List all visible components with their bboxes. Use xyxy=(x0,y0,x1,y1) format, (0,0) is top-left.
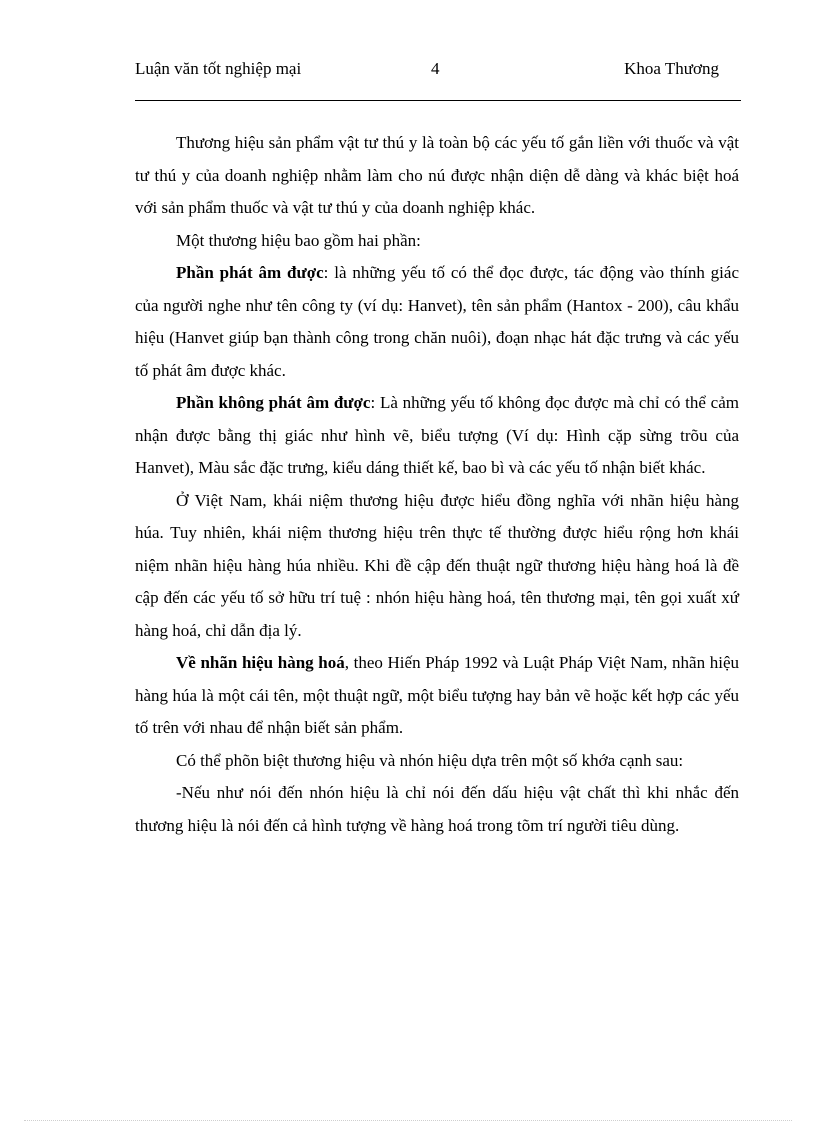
paragraph-non-pronounceable-part xyxy=(135,387,739,485)
term-pronounceable-part: Phần phát âm được xyxy=(176,263,324,282)
term-non-pronounceable-part: Phần không phát âm được xyxy=(176,393,371,412)
paragraph-distinction-point: -Nếu như nói đến nhón hiệu là chỉ nói đến dấu hiệu vật chất thì khi nhắc đến thương hiệu là nói đến cả hình tượng về hàng hoá trong tõm trí người tiêu dùng. xyxy=(135,783,739,835)
page-body xyxy=(135,127,739,842)
header-page-number: 4 xyxy=(431,59,440,78)
paragraph-trademark xyxy=(135,647,739,745)
page-bottom-rule xyxy=(24,1120,792,1121)
paragraph-pronounceable-part xyxy=(135,257,739,387)
paragraph-distinction-intro: Có thể phõn biệt thương hiệu và nhón hiệu dựa trên một số khớa cạnh sau: xyxy=(176,750,684,770)
paragraph-brand-parts-intro: Một thương hiệu bao gồm hai phần: xyxy=(176,230,421,250)
text-pronounceable-part: : là những yếu tố có thể đọc được, tác động vào thính giác của người nghe như tên công ty (ví dụ: Hanvet), tên sản phẩm (Hantox - 200), câu khẩu hiệu (Hanvet giúp bạn thành công trong chăn nuôi), đoạn nhạc hát đặc trưng và các yếu tố phát âm được khác. xyxy=(135,263,740,380)
paragraph-vietnam-concept: Ở Việt Nam, khái niệm thương hiệu được hiểu đồng nghĩa với nhãn hiệu hàng húa. Tuy nhiên, khái niệm thương hiệu trên thực tế thường được hiểu rộng hơn khái niệm nhãn hiệu hàng húa nhiều. Khi đề cập đến thuật ngữ thương hiệu hàng hoá là đề cập đến các yếu tố sở hữu trí tuệ : nhón hiệu hàng hoá, tên thương mại, tên gọi xuất xứ hàng hoá, chỉ dẫn địa lý. xyxy=(135,490,739,640)
text-trademark: , theo Hiến Pháp 1992 và Luật Pháp Việt Nam, nhãn hiệu hàng húa là một cái tên, một thuật ngữ, một biểu tượng hay bản vẽ hoặc kết hợp các yếu tố trên với nhau để nhận biết sản phẩm. xyxy=(135,653,739,737)
page-header xyxy=(135,58,741,101)
paragraph-brand-definition: Thương hiệu sản phẩm vật tư thú y là toàn bộ các yếu tố gắn liền với thuốc và vật tư thú y của doanh nghiệp nhằm làm cho nú được nhận diện dễ dàng và khác biệt hoá với sản phẩm thuốc và vật tư thú y của doanh nghiệp khác. xyxy=(135,133,739,217)
header-faculty: Khoa Thương xyxy=(624,59,719,78)
term-trademark: Về nhãn hiệu hàng hoá xyxy=(176,653,345,672)
header-thesis-title: Luận văn tốt nghiệp mại xyxy=(135,59,302,78)
text-non-pronounceable-part: : Là những yếu tố không đọc được mà chỉ có thể cảm nhận được bằng thị giác như hình vẽ, biểu tượng (Ví dụ: Hình cặp sừng trõu của Hanvet), Màu sắc đặc trưng, kiểu dáng thiết kế, bao bì và các yếu tố nhận biết khác. xyxy=(135,393,739,477)
